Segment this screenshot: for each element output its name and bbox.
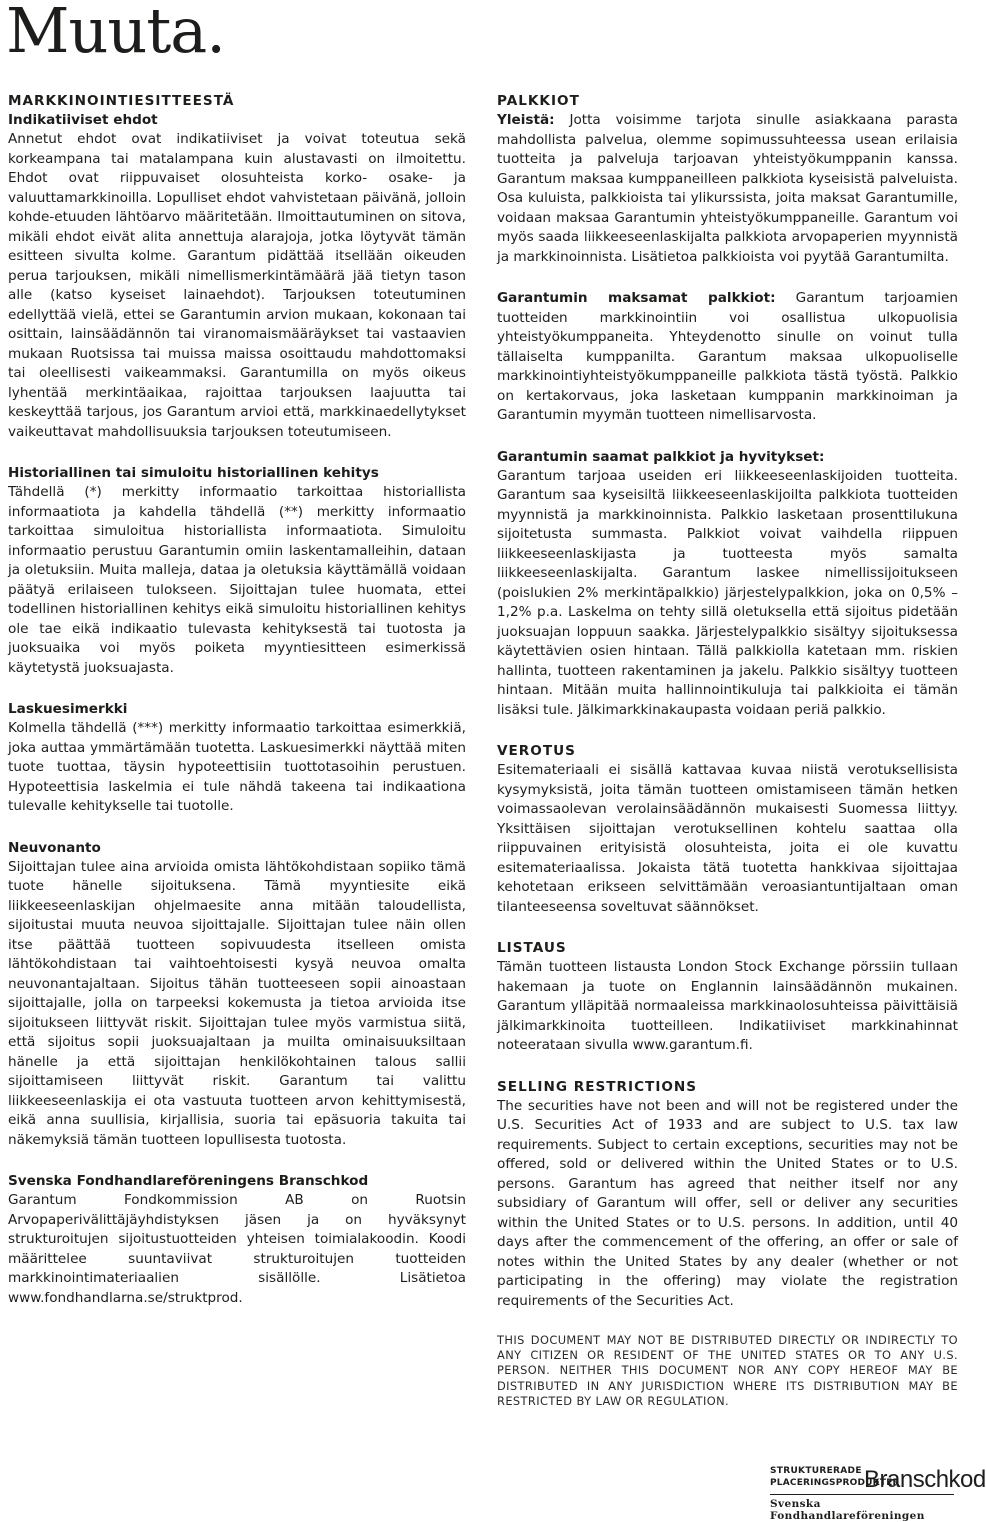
lead-text: Jotta voisimme tarjota sinulle asiakkaana parasta mahdollista palvelua, olemme sopimussuhteessa usean erilaisia tuotteita ja palveluja tarjoavan yhteistyökumppanin kanssa. Garantum maksaa kumppaneilleen palkkiota kyseisistä palveluista. Osa kuluista, palkkioista tai ylikurssista, joita maksat Garantumille, voidaan maksaa Garantumin yhteistyökumppaneille. Garantum voi myös saada liikkeeseenlaskijalta palkkiota arvopaperien myynnistä ja markkinoinnista. Lisätietoa palkkioista voi pyytää Garantumilta. xyxy=(497,112,959,265)
section-heading: Laskuesimerkki xyxy=(8,701,128,717)
section-heading: Garantumin saamat palkkiot ja hyvitykset: xyxy=(497,448,825,465)
section-heading: PALKKIOT xyxy=(497,93,580,109)
section-verotus xyxy=(497,742,958,917)
section-selling-restrictions xyxy=(497,1078,958,1312)
lead-label: Garantumin maksamat palkkiot: xyxy=(497,290,776,306)
section-neuvonanto xyxy=(8,839,466,1151)
section-heading: Neuvonanto xyxy=(8,839,101,856)
section-body: Kolmella tähdellä (***) merkitty informaatio tarkoittaa esimerkkiä, joka auttaa ymmärtämään tuotetta. Laskuesimerkki näyttää miten tuote tuottaa, täysin hypoteettisiin tuottotasoihin perustuen. Hypoteettisia laskelmia ei tule nähdä takeena tai indikaationa tulevalle kehitykselle tai tuotolle. xyxy=(8,720,466,814)
section-listaus xyxy=(497,939,958,1056)
section-subheading: Indikatiiviset ehdot xyxy=(8,112,158,128)
section-svenska xyxy=(8,1172,466,1308)
section-body: The securities have not been and will not be registered under the U.S. Securities Act of 1933 and are subject to U.S. tax law requirements. Subject to certain exceptions, securities may not be offered, sold or delivered within the United States or to U.S. persons. Garantum has agreed that neither itself nor any subsidiary of Garantum will offer, sell or deliver any securities within the United States or to U.S. persons. In addition, until 40 days after the commencement of the offering, an offer or sale of notes within the United States by any dealer (whether or not participating in the offering) may violate the registration requirements of the Securities Act. xyxy=(497,1097,958,1309)
section-heading: Historiallinen tai simuloitu historiallinen kehitys xyxy=(8,465,379,481)
section-body xyxy=(497,111,958,267)
page-title: Muuta. xyxy=(6,0,225,67)
section-laskuesimerkki xyxy=(8,700,466,817)
section-heading: SELLING RESTRICTIONS xyxy=(497,1078,698,1095)
section-heading: LISTAUS xyxy=(497,940,567,956)
disclaimer-text: THIS DOCUMENT MAY NOT BE DISTRIBUTED DIRECTLY OR INDIRECTLY TO ANY CITIZEN OR RESIDENT OF THE UNITED STATES OR TO ANY U.S. PERSON. NEITHER THIS DOCUMENT NOR ANY COPY HEREOF MAY BE DISTRIBUTED IN ANY JURISDICTION WHERE ITS DISTRIBUTION MAY BE RESTRICTED BY LAW OR REGULATION. xyxy=(497,1333,958,1408)
section-body: Sijoittajan tulee aina arvioida omista lähtökohdistaan sopiiko tämä tuote hänelle sijoituksena. Tämä myyntiesite eikä liikkeeseenlaskijan ohjelmaesite anna mitään taloudellista, sijoitustai muuta neuvoa sijoittajalle. Sijoittajan tulee näin ollen itse päättää tuotteen sopivuudesta itselleen omista lähtökohdistaan tai vaihtoehtoisesti kysyä neuvoa omalta neuvonantajaltaan. Sijoitus tähän tuotteeseen sopii ainoastaan sijoittajalle, jolla on tarpeeksi kokemusta ja tietoa arvioida itse sijoitukseen liittyvät riskit. Sijoittajan tulee myös varmistua siitä, että sijoitus sopii juoksuajaltaan ja muilta ominaisuuksiltaan hänelle ja että sijoittajan henkilökohtainen talous sallii sijoittamiseen liittyvät riskit. Garantum tai valittu liikkeeseenlaskija ei ota vastuuta tuotteen arvon kehittymisestä, eikä anna suullisia, kirjallisia, suoria tai epäsuoria takuita tai näkemyksiä tämän tuotteen lopullisesta tuotosta. xyxy=(8,858,466,1148)
logo-line1: STRUKTURERADE xyxy=(770,1466,862,1476)
section-body: Garantum tarjoaa useiden eri liikkeeseenlaskijoiden tuotteita. Garantum saa kyseisiltä liikkeeseenlaskijoilta palkkiota tuotteiden myynnistä ja markkinoinnista. Palkkio lasketaan prosenttilukuna sijoitetusta summasta. Palkkiot voivat vaihdella riippuen liikkeeseenlaskijasta ja tuotteesta myös samalta liikkeeseenlaskijalta. Garantum laskee nimellissijoitukseen (poislukien 2% merkintäpalkkio) järjestelypalkkion, joka on 0,5% – 1,2% p.a. Laskelma on tehty sillä oletuksella että sijoitus pidetään juoksuajan loppuun saakka. Järjestelypalkkio sisältyy sijoituksessa käytettävien osien hintaan. Tällä palkkiolla katetaan mm. riskien hallinta, tuotteen rakentaminen ja jakelu. Palkkio sisältyy tuotteen hintaan. Mitään muita hallinnointikuluja tai palkkioita ei tämän lisäksi tule. Jälkimarkkinakaupasta voidaan periä palkkio. xyxy=(497,467,958,718)
right-column xyxy=(497,92,958,1409)
section-historiallinen xyxy=(8,464,466,678)
logo-subtitle: Svenska Fondhandlareföreningen xyxy=(770,1498,925,1522)
logo-divider xyxy=(770,1494,954,1495)
section-body: Garantum Fondkommission AB on Ruotsin Arvopaperivälittäjäyhdistyksen jäsen ja on hyväksynyt strukturoitujen sijoitustuotteiden yhteisen toimialakoodin. Koodi määrittelee suuntaviivat strukturoitujen tuotteiden markkinointimateriaalien sisällölle. Lisätietoa www.fondhandlarna.se/struktprod. xyxy=(8,1192,466,1306)
logo-brand: Branschkod xyxy=(864,1466,986,1493)
section-body xyxy=(497,289,958,426)
lead-label: Yleistä: xyxy=(497,112,555,128)
left-column xyxy=(8,92,466,1330)
branschkod-logo xyxy=(768,1462,986,1522)
section-heading: Svenska Fondhandlareföreningens Branschkod xyxy=(8,1173,369,1189)
section-body: Esitemateriaali ei sisällä kattavaa kuvaa niistä verotuksellisista kysymyksistä, joita tämän tuotteen omistamiseen tämän hetken voimassaolevan verolainsäädännön mukaisesti Suomessa liittyy. Yksittäisen sijoittajan verotuksellinen kohtelu saattaa olla riippuvainen erityisistä olosuhteista, joita ei ole kuvattu esitemateriaalissa. Jokaista tätä tuotetta hankkivaa sijoittajaa kehotetaan erikseen selvittämään veroasiantuntijaltaan oman tilanteeseensa soveltuvat säännökset. xyxy=(497,762,958,915)
section-body: Tähdellä (*) merkitty informaatio tarkoittaa historiallista informaatiota ja kahdella tähdellä (**) merkitty informaatio tarkoittaa simuloitua historiallista informaatiota. Simuloitu informaatio perustuu Garantumin omiin laskentamalleihin, dataan ja oletuksiin. Muita malleja, dataa ja oletuksia käyttämällä voidaan päätyä erilaiseen tulokseen. Sijoittajan tulee huomata, ettei todellinen historiallinen kehitys eikä simuloitu historiallinen kehitys ole tae eikä indikaatio tulevasta kehityksestä tai tuotosta ja juoksuaika voi myös poiketa myyntiesitteen esimerkissä käytetystä juoksuajasta. xyxy=(8,484,466,676)
section-heading: VEROTUS xyxy=(497,743,576,759)
section-markkinointi xyxy=(8,92,466,442)
section-body: Annetut ehdot ovat indikatiiviset ja voivat toteutua sekä korkeampana tai matalampana kuin alustavasti on ilmoitettu. Ehdot ovat riippuvaiset olosuhteista korko- osake- ja valuuttamarkkinoilla. Lopulliset ehdot vahvistetaan päivänä, jolloin kohde-etuuden lähtöarvo määritetään. Ilmoittautuminen on sitova, mikäli ehdot eivät alita annettuja alarajoja, jotka löytyvät tämän esitteen sivulta kolme. Garantum pidättää itsellään oikeuden perua tarjouksen, mikäli nimellismerkintämäärä jää tietyn tason alle (katso kyseiset lainaehdot). Tarjouksen toteutuminen edellyttää vielä, ettei se Garantumin arvion mukaan, kokonaan tai osittain, lainsäädännön tai viranomaismääräykset tai vastaavien mukaan Ruotsissa tai muissa maissa osoittaudu mahdottomaksi tai oleellisesti vaikeammaksi. Garantumilla on myös oikeus lyhentää merkintäaikaa, rajoittaa tarjouksen laajuutta tai keskeyttää tarjous, jos Garantum arvioi että, markkinaedellytykset vaikeuttavat mahdollisuuksia tarjouksen toteutumiseen. xyxy=(8,131,466,440)
section-palkkiot xyxy=(497,92,958,267)
section-heading: MARKKINOINTIESITTEESTÄ xyxy=(8,93,235,109)
section-maksamat xyxy=(497,289,958,426)
section-saamat xyxy=(497,448,958,721)
lead-text: Garantum tarjoamien tuotteiden markkinointiin voi osallistua ulkopuolisia yhteistyökumppaneita. Yhteydenotto sinulle on voinut tulla tällaiselta kumppanilta. Garantum maksaa ulkopuoliselle markkinointiyhteistyökumppaneille palkkiota tästä työstä. Palkkio on kertakorvaus, joka lasketaan kumppanin markkinoiman ja Garantumin myymän tuotteen nimellisarvosta. xyxy=(497,290,958,423)
logo-line2: PLACERINGSPRODUKTER xyxy=(770,1478,900,1488)
section-body: Tämän tuotteen listausta London Stock Exchange pörssiin tullaan hakemaan ja tuote on Englannin lainsäädännön mukainen. Garantum ylläpitää normaaleissa markkinaolosuhteissa päivittäisiä jälkimarkkinoita tuotteilleen. Indikatiiviset markkinahinnat noteerataan sivulla www.garantum.fi. xyxy=(497,959,958,1053)
